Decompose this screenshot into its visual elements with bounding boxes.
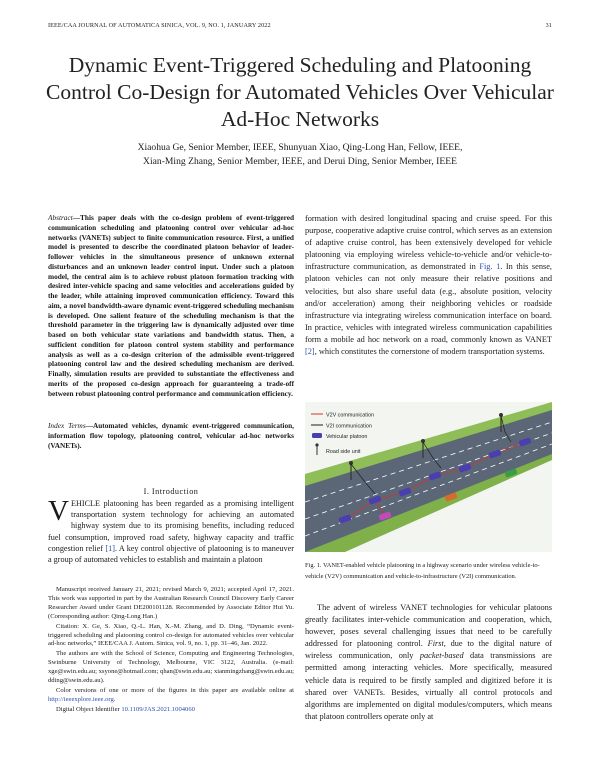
platoon-figure: [305, 402, 552, 552]
intro-text-a: EHICLE platooning has been regarded as a promising intelligent transportation system technology for achieving an automated highway system due to its promising benefits, including reduced fuel consumption, improved road safety, highway capacity and traffic congestion relief: [48, 499, 294, 553]
packet-based-emphasis: packet-based: [419, 651, 464, 661]
running-header: [48, 22, 552, 29]
legend-platoon-swatch: [312, 433, 322, 438]
legend-rsu-dot: [315, 443, 318, 446]
reference-link-1[interactable]: [1]: [105, 543, 115, 553]
color-note: [48, 687, 294, 705]
introduction-paragraph: [48, 495, 294, 565]
color-note-text: Color versions of one or more of the figures in this paper are available online at: [56, 686, 294, 694]
right-paragraph-2: [305, 602, 552, 723]
first-emphasis: First: [427, 639, 444, 649]
drop-cap: V: [48, 495, 69, 527]
author-line-1: Xiaohua Ge, Senior Member, IEEE, Shunyuan Xiao, Qing-Long Han, Fellow, IEEE,: [137, 142, 463, 153]
page-number: 31: [545, 22, 552, 29]
index-terms-label: Index Terms: [48, 421, 86, 430]
manuscript-note: Manuscript received January 21, 2021; revised March 9, 2021; accepted April 17, 2021. This work was supported in part by the Australian Research Council Discovery Early Career Researcher Award under Grant DE200101128. Recommended by Associate Editor Hui Yu. (Corresponding author: Qing-Long Han.): [48, 586, 294, 620]
right-para1-text-b: . In this sense, platoon vehicles can not only measure their relative positions and velocities, but also share useful data (e.g., absolute position, velocity and/or acceleration) among their neighboring vehicles or roadside infrastructure via integrating wireless communication interface on board. In practice, vehicles with integrated wireless communication capabilities form a mobile ad hoc network on a road, commonly known as VANET: [305, 262, 552, 344]
index-terms: [48, 421, 294, 450]
doi-label: Digital Object Identifier: [56, 705, 122, 713]
paper-title: Dynamic Event-Triggered Scheduling and Platooning Control Co-Design for Automated Vehicles Over Vehicular Ad-Hoc Networks: [46, 53, 554, 131]
right-para1-text-c: , which constitutes the cornerstone of modern transportation systems.: [314, 347, 545, 357]
citation-note: Citation: X. Ge, S. Xiao, Q.-L. Han, X.-M. Zhang, and D. Ding, “Dynamic event-triggered scheduling and platooning control co-design for automated vehicles over vehicular ad-hoc networks,” IEEE/CAA J. Autom. Sinica, vol. 9, no. 1, pp. 31–46, Jan. 2022.: [48, 622, 294, 648]
figure-caption: Fig. 1. VANET-enabled vehicle platooning in a highway scenario under wireless vehicle-to-vehicle (V2V) communication and vehicle-to-infrastructure (V2I) communication.: [305, 562, 540, 580]
doi-note: [48, 706, 294, 715]
section-heading: I. Introduction: [143, 487, 199, 496]
color-note-end: .: [113, 695, 116, 703]
figure-1-link[interactable]: Fig. 1: [479, 262, 501, 272]
abstract: [48, 213, 294, 398]
intro-text-b: . A key control objective of platooning is to maneuver a group of automated vehicles to establish and maintain a platoon: [48, 543, 294, 565]
right-para2-text-a: The advent of wireless VANET technologies for vehicular platoons greatly facilitates inter-vehicle communication and cooperation, which, however, poses several challenging issues that need to be carefully addressed for platooning control.: [305, 603, 552, 649]
legend-v2i-label: V2I communication: [326, 423, 372, 430]
legend-v2v-label: V2V communication: [326, 412, 374, 419]
reference-link-2[interactable]: [2]: [305, 347, 315, 357]
author-list: [40, 141, 560, 168]
journal-name: IEEE/CAA JOURNAL OF AUTOMATICA SINICA, VOL. 9, NO. 1, JANUARY 2022: [48, 22, 271, 29]
author-line-2: Xian-Ming Zhang, Senior Member, IEEE, and Derui Ding, Senior Member, IEEE: [143, 155, 457, 167]
ieeexplore-link[interactable]: http://ieeexplore.ieee.org: [48, 695, 114, 703]
index-terms-text: —Automated vehicles, dynamic event-triggered communication, information flow topology, platooning control, vehicular ad-hoc networks (VANETs).: [48, 421, 294, 450]
affiliation-note: The authors are with the School of Science, Computing and Engineering Technologies, Swinburne University of Technology, Melbourne, VIC 3122, Australia. (e-mail: xge@swin.edu.au; xsyone@hotmail.com; qhan@swin.edu.au; xianmingzhang@swin.edu.au; dding@swin.edu.au).: [48, 650, 294, 685]
right-para2-text-b: , due to the digital nature of wireless communication, only: [305, 639, 552, 661]
abstract-text: —This paper deals with the co-design problem of event-triggered communication scheduling and platooning control over vehicular ad-hoc networks (VANETs) subject to finite communication resource. First, a unified model is presented to describe the coordinated platoon behavior of leader-follower vehicles in the simultaneous presence of unknown external disturbances and an unknown leader control input. Under such a platoon model, the central aim is to achieve robust platoon formation tracking with desired inter-vehicle spacing and same velocities and accelerations guided by the leader, while attaining improved communication efficiency. Toward this aim, a novel bandwidth-aware dynamic event-triggered scheduling mechanism is developed. One salient feature of the scheduling mechanism is that the threshold parameter in the triggering law is dynamically adjusted over time based on both vehicular state variations and bandwidth status. Then, a sufficient condition for platoon control system stability and performance analysis as well as a co-design criterion of the admissible event-triggered platooning control law and the desired scheduling mechanism are derived. Finally, simulation results are provided to substantiate the effectiveness and merits of the proposed co-design approach for guaranteeing a trade-off between robust platooning control performance and communication efficiency.: [48, 213, 294, 398]
doi-link[interactable]: 10.1109/JAS.2021.1004060: [121, 705, 195, 713]
abstract-label: Abstract: [48, 213, 73, 222]
legend-rsu-label: Road side unit: [326, 449, 361, 455]
legend-platoon-label: Vehicular platoon: [326, 434, 368, 440]
right-para2-text-c: data transmissions are permitted among interacting vehicles. More specifically, measured vehicle data is required to be firstly sampled and digitized before it is shared over VANETs. Besides, virtually all control protocols and algorithms are implemented on digital modules/computers, which means that platoon controllers operate only at: [305, 651, 552, 721]
right-paragraph-1: [305, 213, 552, 358]
footnotes: [48, 586, 294, 716]
right-para1-text-a: formation with desired longitudinal spacing and cruise speed. For this purpose, cooperative adaptive cruise control, which serves as an extension of adaptive cruise control, has been extensively developed for vehicle platooning via employing wireless vehicle-to-vehicle and/or vehicle-to-infrastructure communication, as demonstrated in: [305, 214, 552, 272]
